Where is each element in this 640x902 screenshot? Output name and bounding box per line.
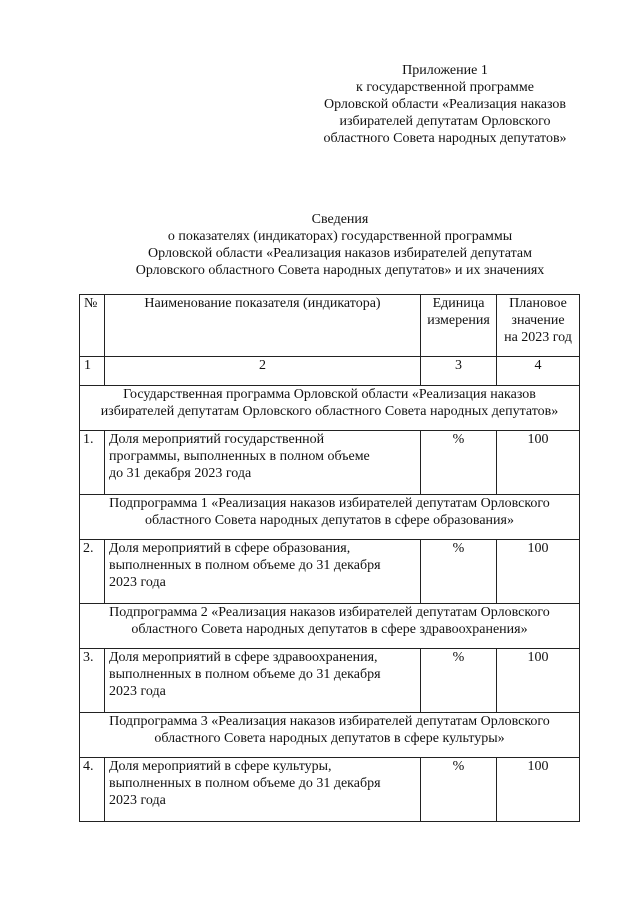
document-heading [90,211,590,279]
appendix-block [300,62,590,147]
indicator-name-line: до 31 декабря 2023 года [109,466,252,481]
column-number: 2 [105,357,421,386]
indicator-unit: % [421,758,497,822]
section-title [80,713,580,758]
heading-line: о показателях (индикаторах) государственной программы [167,229,513,244]
indicator-name-line: Доля мероприятий государственной [109,432,325,447]
column-number: 4 [497,357,580,386]
indicator-value: 100 [497,649,580,713]
header-unit-line: Единица [432,296,485,311]
column-number: 3 [421,357,497,386]
header-name: Наименование показателя (индикатора) [105,295,421,357]
indicator-unit: % [421,540,497,604]
row-number: 4. [80,758,105,822]
appendix-line: избирателей депутатам Орловского [339,114,551,129]
table-row [80,431,580,495]
table-row [80,758,580,822]
indicator-name [105,649,421,713]
header-plan-line: на 2023 год [504,330,572,345]
indicator-name-line: Доля мероприятий в сфере здравоохранения, [109,650,378,665]
indicator-unit: % [421,431,497,495]
section-title-line: избирателей депутатам Орловского областного Совета народных депутатов» [100,404,559,419]
header-unit [421,295,497,357]
section-title-line: областного Совета народных депутатов в сфере культуры» [154,731,505,746]
section-title-line: Подпрограмма 2 «Реализация наказов избирателей депутатам Орловского [109,605,550,620]
indicator-name [105,431,421,495]
section-title-line: областного Совета народных депутатов в сфере здравоохранения» [131,622,528,637]
header-plan [497,295,580,357]
appendix-line: областного Совета народных депутатов» [323,131,567,146]
indicator-value: 100 [497,540,580,604]
section-title-row [80,604,580,649]
indicator-value: 100 [497,758,580,822]
appendix-line: Приложение 1 [402,63,488,78]
indicator-unit: % [421,649,497,713]
appendix-line: Орловской области «Реализация наказов [323,97,567,112]
section-title-row [80,495,580,540]
section-title [80,495,580,540]
indicator-value: 100 [497,431,580,495]
column-number: 1 [80,357,105,386]
indicator-name-line: 2023 года [109,793,166,808]
header-plan-line: значение [511,313,565,328]
heading-title: Сведения [311,212,369,227]
row-number: 1. [80,431,105,495]
indicator-name [105,758,421,822]
indicator-name-line: выполненных в полном объеме до 31 декабря [109,558,381,573]
row-number: 3. [80,649,105,713]
appendix-line: к государственной программе [356,80,534,95]
section-title [80,604,580,649]
heading-line: Орловского областного Совета народных депутатов» и их значениях [135,263,545,278]
column-number-row [80,357,580,386]
indicator-name-line: 2023 года [109,575,166,590]
header-unit-line: измерения [427,313,490,328]
row-number: 2. [80,540,105,604]
table-row [80,649,580,713]
section-title-line: Подпрограмма 1 «Реализация наказов избирателей депутатам Орловского [109,496,550,511]
section-title-row [80,713,580,758]
indicator-name-line: выполненных в полном объеме до 31 декабря [109,776,381,791]
section-title [80,386,580,431]
indicators-table [79,294,580,822]
section-title-line: Подпрограмма 3 «Реализация наказов избирателей депутатам Орловского [109,714,550,729]
header-plan-line: Плановое [509,296,567,311]
indicator-name-line: Доля мероприятий в сфере образования, [109,541,351,556]
section-title-line: областного Совета народных депутатов в сфере образования» [145,513,514,528]
section-title-line: Государственная программа Орловской области «Реализация наказов [123,387,536,402]
table-header-row [80,295,580,357]
section-title-row [80,386,580,431]
indicator-name-line: Доля мероприятий в сфере культуры, [109,759,332,774]
indicator-name-line: выполненных в полном объеме до 31 декабря [109,667,381,682]
table-row [80,540,580,604]
indicator-name-line: 2023 года [109,684,166,699]
heading-line: Орловской области «Реализация наказов избирателей депутатам [148,246,532,261]
indicator-name-line: программы, выполненных в полном объеме [109,449,370,464]
indicator-name [105,540,421,604]
header-number: № [80,295,105,357]
